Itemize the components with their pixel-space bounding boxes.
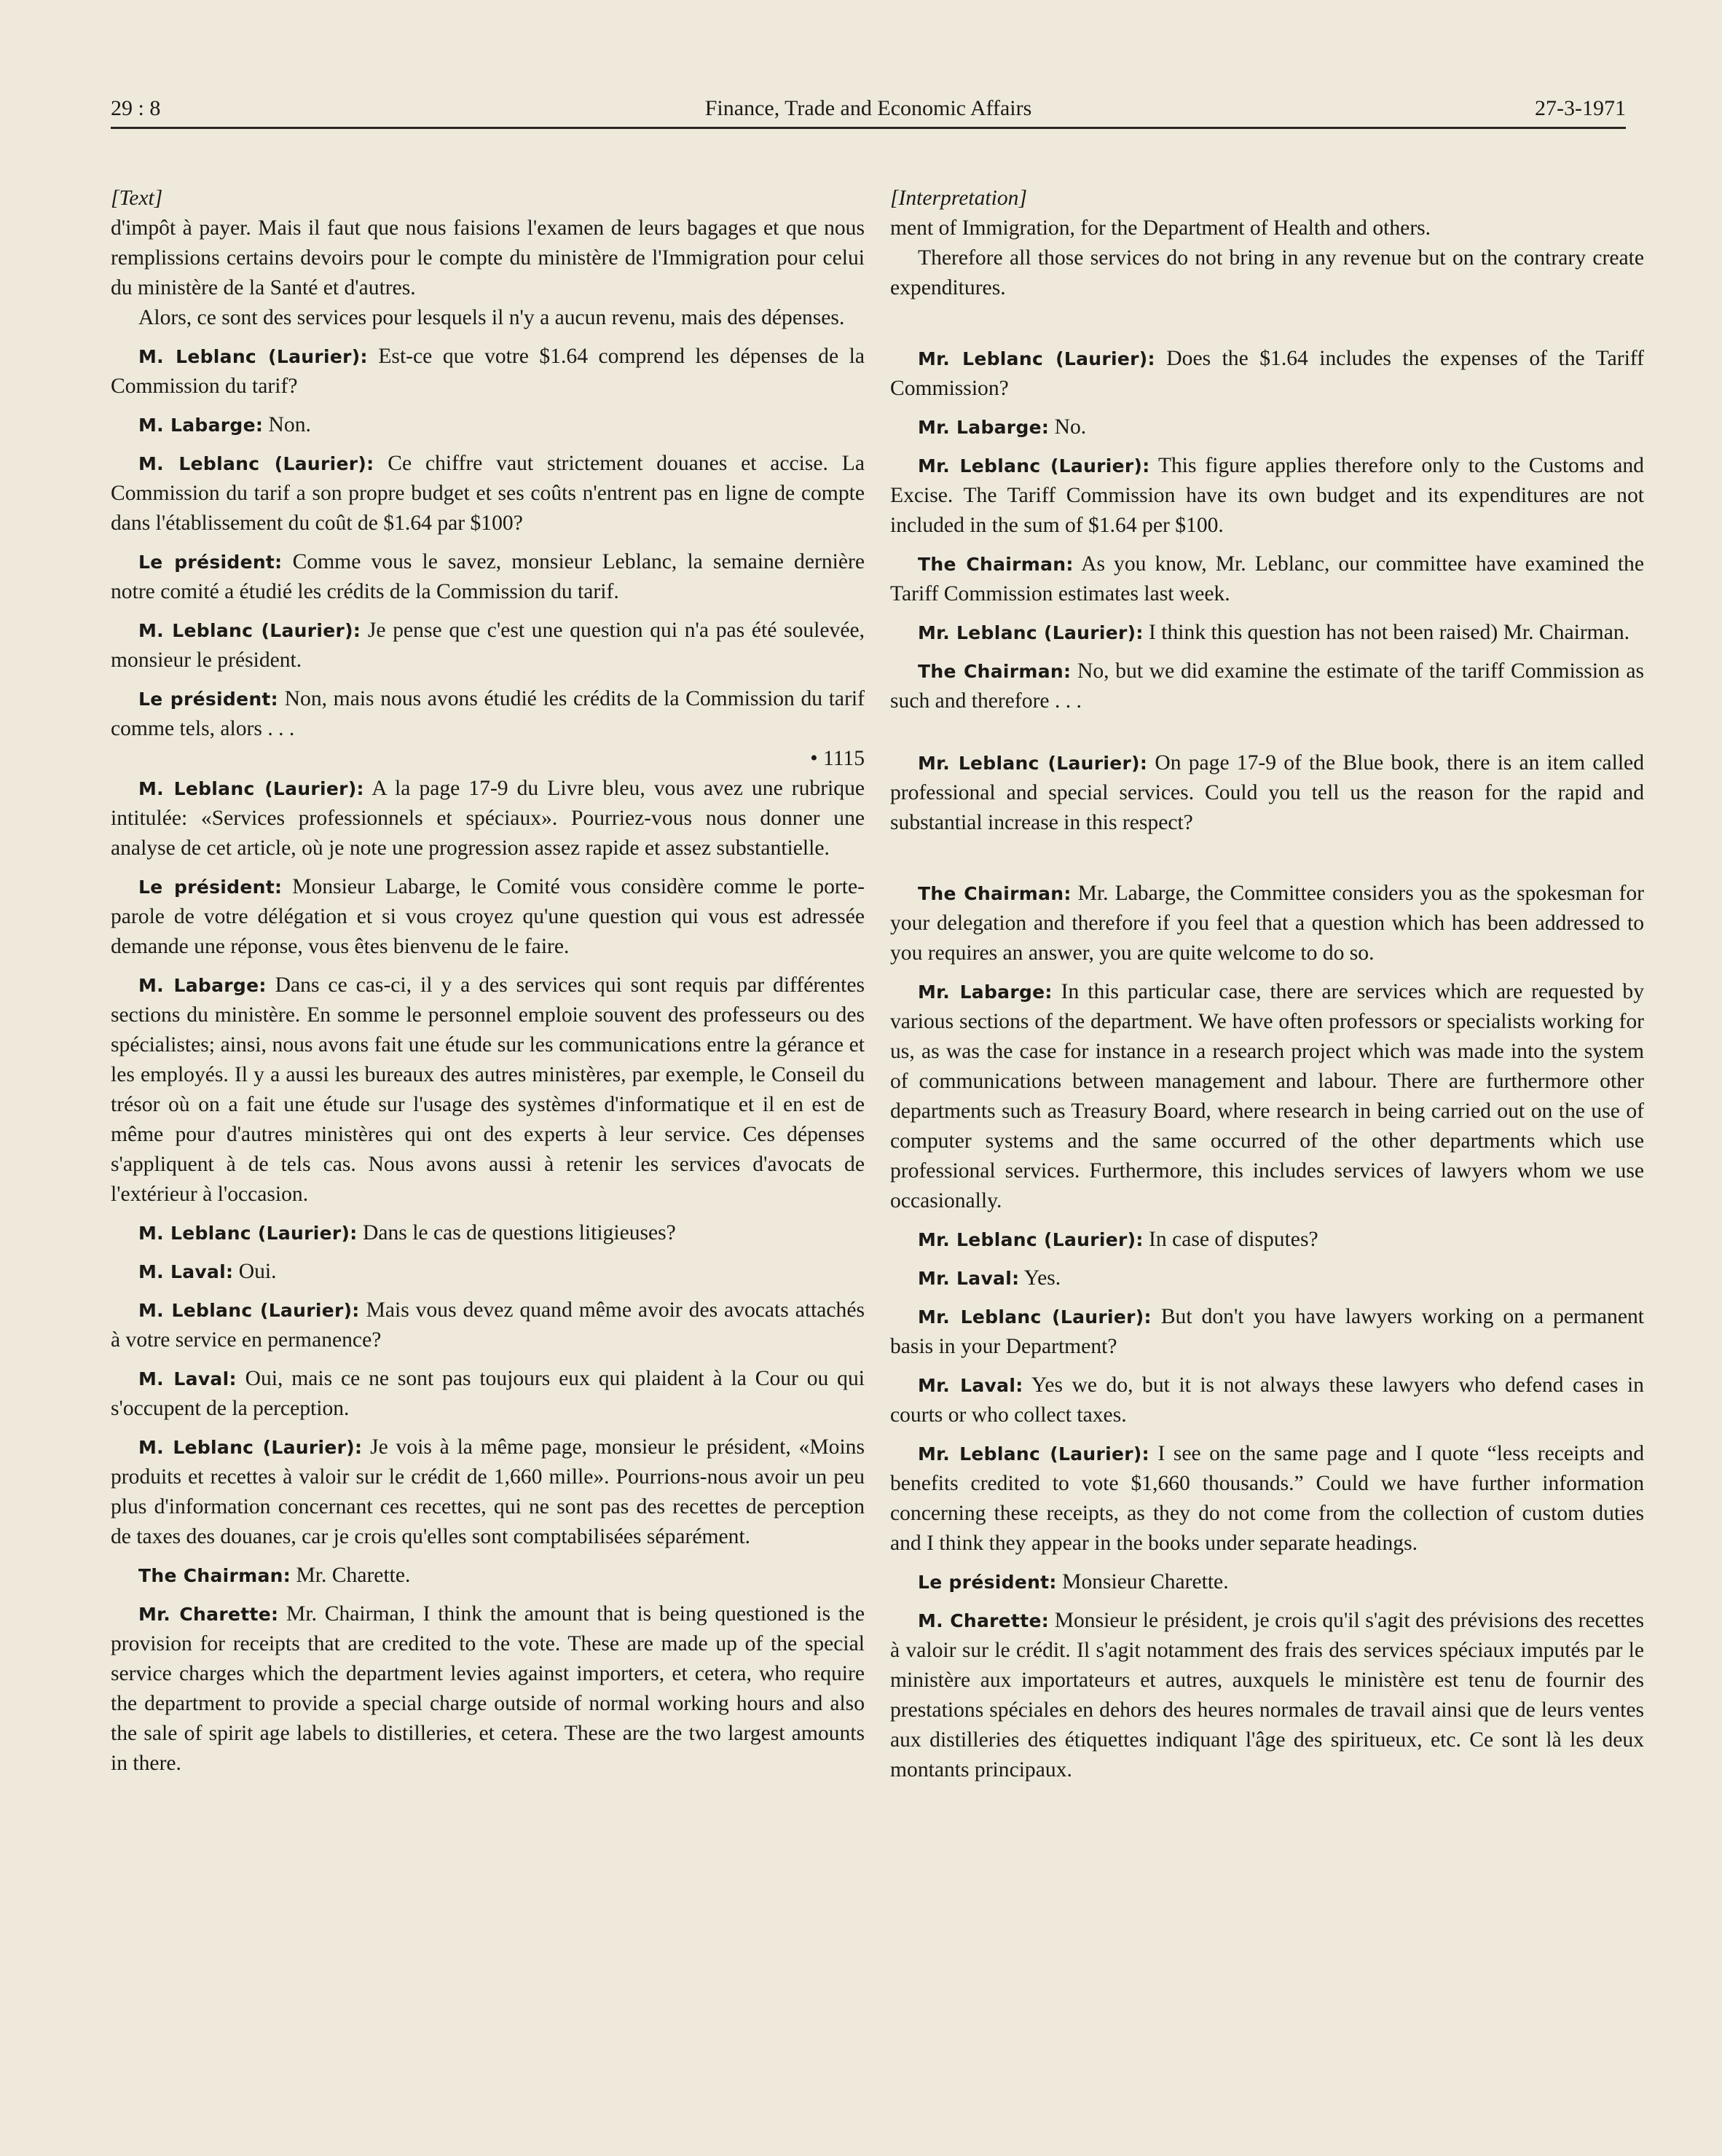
- speaker-name: Mr. Leblanc (Laurier):: [918, 1306, 1152, 1328]
- paragraph: M. Leblanc (Laurier): Dans le cas de questions litigieuses?: [138, 1221, 676, 1244]
- paragraph: M. Leblanc (Laurier): Mais vous devez quand même avoir des avocats attachés à votre service en permanence?: [111, 1298, 865, 1352]
- speaker-name: M. Labarge:: [138, 415, 264, 436]
- speaker-name: Mr. Leblanc (Laurier):: [918, 1229, 1144, 1250]
- paragraph: The Chairman: Mr. Charette.: [138, 1564, 411, 1587]
- paragraph: M. Charette: Monsieur le président, je crois qu'il s'agit des prévisions des recettes à valoir sur le crédit. Il s'agit notamment des frais des services spéciaux imputés par le ministère aux importateurs et autres, auxquels le ministère est tenu de fournir des prestations spéciales en dehors des heures normales de travail ainsi que de leurs ventes aux distilleries des étiquettes indiquant l'âge des spiritueux, etc. Ce sont là les deux montants principaux.: [890, 1609, 1644, 1781]
- speaker-name: M. Leblanc (Laurier):: [138, 1223, 358, 1244]
- spacer: [890, 838, 1644, 870]
- speaker-name: The Chairman:: [138, 1565, 291, 1586]
- speaker-name: Le président:: [138, 877, 283, 898]
- paragraph: Alors, ce sont des services pour lesquels il n'y a aucun revenu, mais des dépenses.: [138, 306, 845, 329]
- paragraph: Le président: Monsieur Labarge, le Comité vous considère comme le porte-parole de votre délégation et si vous croyez qu'une question qui vous est adressée demande une réponse, vous êtes bienvenu de le faire.: [111, 875, 865, 958]
- speaker-name: Mr. Laval:: [918, 1268, 1020, 1289]
- paragraph: Mr. Leblanc (Laurier): On page 17-9 of the Blue book, there is an item called professional and special services. Could you tell us the reason for the rapid and substantial increase in this respect?: [890, 751, 1644, 834]
- paragraph: d'impôt à payer. Mais il faut que nous faisions l'examen de leurs bagages et que nous remplissions certains devoirs pour le compte du ministère de l'Immigration pour celui du ministère de la Santé et d'autres.: [111, 216, 865, 299]
- paragraph: M. Leblanc (Laurier): Est-ce que votre $1.64 comprend les dépenses de la Commission du tarif?: [111, 345, 865, 398]
- paragraph: M. Labarge: Dans ce cas-ci, il y a des services qui sont requis par différentes sections du ministère. En somme le personnel emploie souvent des professeurs ou des spécialistes; ainsi, nous avons fait une étude sur les communications entre la gérance et les employés. Il y a aussi les bureaux des autres ministères, par exemple, le Conseil du trésor où on a fait une étude sur l'usage des systèmes d'informatique et il en est de même pour d'autres ministères qui ont des experts à leur service. Ces dépenses s'appliquent à de tels cas. Nous avons aussi à retenir les services d'avocats de l'extérieur à l'occasion.: [111, 973, 865, 1206]
- speaker-name: Le président:: [918, 1572, 1057, 1593]
- paragraph: The Chairman: No, but we did examine the estimate of the tariff Commission as such and therefore . . .: [890, 659, 1644, 713]
- paragraph: M. Leblanc (Laurier): A la page 17-9 du Livre bleu, vous avez une rubrique intitulée: «Services professionnels et spéciaux». Pourriez-vous nous donner une analyse de cet article, où je note une progression assez rapide et assez substantielle.: [111, 777, 865, 860]
- paragraph: Mr. Leblanc (Laurier): I see on the same page and I quote “less receipts and benefits credited to vote $1,660 thousands.” Could we have further information concerning these receipts, as they do not come from the collection of custom duties and I think they appear in the books under separate headings.: [890, 1442, 1644, 1555]
- speaker-name: M. Laval:: [138, 1261, 234, 1282]
- speaker-name: Mr. Leblanc (Laurier):: [918, 455, 1150, 477]
- page-number: 29 : 8: [111, 96, 161, 120]
- speaker-name: Mr. Laval:: [918, 1375, 1023, 1396]
- paragraph: Mr. Labarge: No.: [918, 415, 1087, 439]
- page-date: 27-3-1971: [1535, 96, 1626, 120]
- speaker-name: Mr. Charette:: [138, 1604, 279, 1625]
- paragraph: The Chairman: As you know, Mr. Leblanc, our committee have examined the Tariff Commission estimates last week.: [890, 552, 1644, 605]
- speaker-name: The Chairman:: [918, 554, 1074, 575]
- speaker-name: M. Leblanc (Laurier):: [138, 453, 374, 474]
- paragraph: Mr. Labarge: In this particular case, there are services which are requested by various sections of the department. We have often professors or specialists working for us, as was the case for instance in a research project which was made into the system of communications between management and labour. There are furthermore other departments such as Treasury Board, where research in being carried out on the use of computer systems and the same occurred of the other departments which use professional services. Furthermore, this includes services of lawyers whom we use occasionally.: [890, 980, 1645, 1212]
- spacer: [890, 716, 1644, 748]
- speaker-name: Le président:: [138, 689, 278, 710]
- paragraph: M. Leblanc (Laurier): Ce chiffre vaut strictement douanes et accise. La Commission du tarif a son propre budget et ses coûts n'entrent pas en ligne de compte dans l'établissement du coût de $1.64 par $100?: [111, 452, 865, 535]
- paragraph: Therefore all those services do not bring in any revenue but on the contrary create expenditures.: [890, 246, 1644, 299]
- paragraph: Mr. Leblanc (Laurier): In case of disputes?: [918, 1228, 1318, 1251]
- paragraph: Le président: Comme vous le savez, monsieur Leblanc, la semaine dernière notre comité a étudié les crédits de la Commission du tarif.: [111, 550, 865, 603]
- speaker-name: M. Labarge:: [138, 975, 267, 996]
- paragraph: The Chairman: Mr. Labarge, the Committee considers you as the spokesman for your delegation and therefore if you feel that a question which has been addressed to you requires an answer, you are quite welcome to do so.: [890, 882, 1644, 965]
- paragraph: Mr. Leblanc (Laurier): Does the $1.64 includes the expenses of the Tariff Commission?: [890, 347, 1644, 400]
- publication-title: Finance, Trade and Economic Affairs: [704, 96, 1032, 120]
- speaker-name: Mr. Leblanc (Laurier):: [918, 622, 1144, 643]
- speaker-name: M. Leblanc (Laurier):: [138, 346, 368, 367]
- speaker-name: M. Laval:: [138, 1368, 237, 1389]
- paragraph: ment of Immigration, for the Department of Health and others.: [890, 216, 1431, 240]
- paragraph: M. Labarge: Non.: [138, 413, 311, 436]
- speaker-name: M. Charette:: [918, 1610, 1050, 1631]
- column-label: [Text]: [111, 187, 163, 210]
- speaker-name: Le président:: [138, 552, 283, 573]
- spacer: [890, 303, 1644, 335]
- paragraph: M. Laval: Oui, mais ce ne sont pas toujours eux qui plaident à la Cour ou qui s'occupent de la perception.: [111, 1367, 865, 1420]
- speaker-name: The Chairman:: [918, 883, 1072, 904]
- right-column: [890, 184, 1644, 1785]
- speaker-name: M. Leblanc (Laurier):: [138, 620, 361, 641]
- speaker-name: M. Leblanc (Laurier):: [138, 1300, 360, 1321]
- speaker-name: Mr. Leblanc (Laurier):: [918, 348, 1155, 369]
- paragraph: Mr. Leblanc (Laurier): I think this question has not been raised) Mr. Chairman.: [918, 621, 1630, 644]
- column-label: [Interpretation]: [890, 187, 1027, 210]
- speaker-name: Mr. Leblanc (Laurier):: [918, 753, 1148, 774]
- paragraph: Mr. Laval: Yes.: [918, 1266, 1061, 1290]
- paragraph: Le président: Non, mais nous avons étudié les crédits de la Commission du tarif comme tels, alors . . .: [111, 687, 865, 740]
- paragraph: Le président: Monsieur Charette.: [918, 1570, 1229, 1594]
- speaker-name: Mr. Labarge:: [918, 417, 1050, 438]
- time-marker: • 1115: [810, 747, 865, 770]
- paragraph: M. Laval: Oui.: [138, 1260, 277, 1283]
- left-column: [111, 184, 865, 1779]
- paragraph: M. Leblanc (Laurier): Je pense que c'est une question qui n'a pas été soulevée, monsieur le président.: [111, 619, 865, 672]
- paragraph: Mr. Leblanc (Laurier): But don't you have lawyers working on a permanent basis in your Department?: [890, 1305, 1644, 1358]
- paragraph: Mr. Laval: Yes we do, but it is not always these lawyers who defend cases in courts or who collect taxes.: [890, 1373, 1644, 1427]
- page-header: [111, 96, 1626, 129]
- paragraph: Mr. Charette: Mr. Chairman, I think the amount that is being questioned is the provision for receipts that are credited to the vote. These are made up of the special service charges which the department levies against importers, et cetera, who require the department to provide a special charge outside of normal working hours and also the sale of spirit age labels to distilleries, et cetera. These are the two largest amounts in there.: [111, 1602, 865, 1775]
- speaker-name: M. Leblanc (Laurier):: [138, 778, 364, 799]
- paragraph: Mr. Leblanc (Laurier): This figure applies therefore only to the Customs and Excise. The Tariff Commission have its own budget and its expenditures are not included in the sum of $1.64 per $100.: [890, 454, 1644, 537]
- speaker-name: Mr. Leblanc (Laurier):: [918, 1443, 1149, 1465]
- speaker-name: Mr. Labarge:: [918, 981, 1053, 1003]
- paragraph: M. Leblanc (Laurier): Je vois à la même page, monsieur le président, «Moins produits et recettes à valoir sur le crédit de 1,660 mille». Pourrions-nous avoir un peu plus d'information concernant ces recettes, qui ne sont pas des recettes de perception de taxes des douanes, car je crois qu'elles sont comptabilisées séparément.: [111, 1435, 865, 1548]
- speaker-name: The Chairman:: [918, 661, 1072, 682]
- speaker-name: M. Leblanc (Laurier):: [138, 1437, 363, 1458]
